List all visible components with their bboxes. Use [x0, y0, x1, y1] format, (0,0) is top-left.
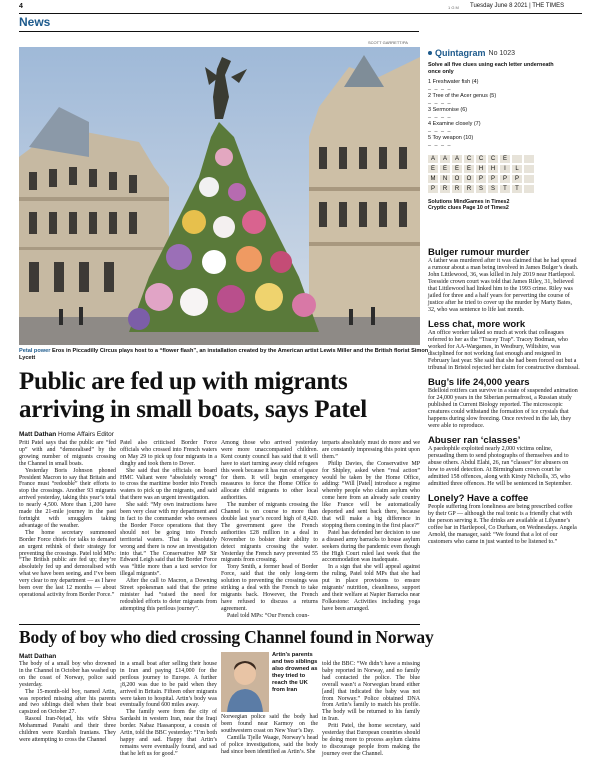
article-paragraph: Among those who arrived yesterday were more unaccompanied children. Kent county council has said that it will have to start turning away child refugees this week because it has run out of space for them. It will begin emergency measures to force the Home Office to allocate child migrants to other local authorities. [221, 440, 318, 502]
article-paragraph: Norwegian police said the body had been found near Karmoy on the southwestern coast on New Year’s Day. [221, 714, 318, 734]
second-column-4 [322, 661, 420, 758]
quintagram-clue [428, 107, 580, 119]
piccadilly-eros-photo [19, 47, 420, 345]
article-paragraph: Patel also criticised Border Force officials who crossed into French waters on May 29 to pick up four migrants in a dinghy and took them to Dover. [120, 440, 217, 467]
answer-blanks[interactable]: _ _ _ _ [428, 85, 452, 91]
letter-cell: I [500, 165, 510, 173]
article-paragraph: in a small boat after selling their house in Iran and paying £14,000 for the perilous journey to Europe. A further ¡8,200 was due to be paid when they arrived in Britain. Fifteen other migrants were taken to hospital. Artin’s body was eventually found 600 miles away. [120, 661, 217, 709]
second-byline: Matt Dathan [19, 653, 57, 660]
letter-cell: E [428, 165, 438, 173]
article-paragraph: The home secretary summoned Border Force chiefs for talks to demand an urgent rethink of their strategy for preventing the crossings. Patel told MPs: “The British public are fed up; they’re absolutely fed up and demoralised with what we have been seeing, and I’ve been very clear to my department — as I have been over the last 12 months — about operational activity from Border Force.” [19, 529, 116, 598]
quintagram-title: Quintagram [435, 48, 486, 58]
article-paragraph: terparts absolutely must do more and we are constantly impressing this point upon them.” [322, 440, 420, 460]
lead-column-3 [221, 440, 318, 620]
article-paragraph: She said that the officials on board HMC Valiant were “absolutely wrong” to cross the maritime border into French waters to pick up the migrants, and said that there was an urgent investigation. [120, 467, 217, 502]
letter-cell: R [464, 185, 474, 193]
letter-cell: L [512, 165, 522, 173]
lead-column-4 [322, 440, 420, 613]
letter-cell: R [440, 185, 450, 193]
clue-text: 2 Tree of the Acer genus (5) [428, 93, 497, 99]
lead-headline: Public are fed up with migrants arriving in small boats, says Patel [19, 368, 367, 423]
article-paragraph: Priti Patel, the home secretary, said yesterday that European countries should be doing more to process asylum claims to discourage people from making the journey over the Channel. [322, 723, 420, 757]
letter-cell: R [452, 185, 462, 193]
letter-cell: O [452, 175, 462, 183]
letter-cell: C [488, 155, 498, 163]
letter-cell: H [488, 165, 498, 173]
letter-cell: A [428, 155, 438, 163]
article-paragraph: The body of a small boy who drowned in the Channel in October has washed up on the coast of Norway, police said yesterday. [19, 661, 116, 688]
letter-cell: S [476, 185, 486, 193]
article-paragraph: In a sign that she will appeal against the ruling, Patel told MPs that she had put in place provisions to ensure migrants’ nutrition, cleanliness, support and their welfare at Napier Barracks near Folkestone: Activities including yoga have been arranged. [322, 564, 420, 612]
header-rule [19, 13, 582, 14]
brief-item [428, 377, 580, 430]
letter-cell [524, 185, 534, 193]
article-paragraph: Priti Patel says that the public are “fed up” with and “demoralised” by the growing number of migrants crossing the Channel in small boats. [19, 440, 116, 467]
letter-cell: P [500, 175, 510, 183]
article-paragraph: Yesterday Boris Johnson phoned President Macron to say that Britain and France must “redouble” their efforts to stop the crossings. Another 93 migrants arrived yesterday, taking this year’s total to nearly 4,500. More than 1,200 have made the 21-mile journey in the past fortnight with smugglers taking advantage of the weather. [19, 467, 116, 529]
letter-cell: P [512, 175, 522, 183]
small-code: 1 G M [448, 5, 459, 10]
answer-blanks[interactable]: _ _ _ _ [428, 113, 452, 119]
lead-column-1 [19, 440, 116, 599]
brief-text: A father was murdered after it was claimed that he had spread a rumour about a man being involved in James Bulger’s death. John Littlewood, 36, was killed in July 2019 near Hartlepool. Teesside crown court was told that James Riley, 31, believed that Littlewood had linked him to the 1993 crime. Riley was jailed for three and a half years for perverting the course of justice after he tried to cover up the murder by Marty Bates, 32, who was sentence to life last month. [428, 258, 579, 313]
article-paragraph: After the call to Macron, a Downing Street spokesman said that the prime minister had “raised the need for redoubled efforts to deter migrants from attempting this perilous journey”. [120, 578, 217, 612]
letter-cell: P [488, 175, 498, 183]
letter-cell: T [512, 185, 522, 193]
article-paragraph: Patel has defended her decision to use a disused army barracks to house asylum seekers during the pandemic even though the High Court ruled last week that the accommodation was inadequate. [322, 529, 420, 564]
brief-item [428, 319, 580, 372]
answer-blanks[interactable]: _ _ _ _ [428, 141, 452, 147]
byline-name: Matt Dathan [19, 431, 57, 438]
lead-byline [19, 431, 114, 438]
brief-text: An office worker talked so much at work that colleagues referred to her as the “Tracey Trap”. Tracey Bodman, who worked for AA-Wargames, in Westbury, Wiltshire, was disciplined for not working fast enough and resigned in February last year. She said that she had been forced out but a tribunal in Bristol rejected her claim for constructive dismissal. [428, 330, 580, 371]
second-headline: Body of boy who died crossing Channel found in Norway [19, 627, 434, 647]
answer-blanks[interactable]: _ _ _ _ [428, 127, 452, 133]
quintagram-clue [428, 135, 580, 147]
letter-cell [524, 175, 534, 183]
letter-cell: S [488, 185, 498, 193]
letter-cell: P [428, 185, 438, 193]
article-paragraph: The family were from the city of Sardasht in western Iran, near the Iraqi border. Nabaz Hassanpour, a cousin of Artin, told the BBC yesterday: “I’m both happy and sad. Happy that Artin’s remains were eventually found, and sad that he left us for good.” [120, 709, 217, 757]
caption-text: Eros in Piccadilly Circus plays host to a “flower flash”, an installation created by the American artist Lewis Miller and the British florist Simon Lycett [19, 348, 429, 361]
letter-cell: A [452, 155, 462, 163]
clue-text: 3 Sermonise (6) [428, 107, 468, 113]
article-paragraph: The 15-month-old boy, named Artin, was reported missing after his parents and two siblings died when their boat capsized on October 27. [19, 688, 116, 716]
news-in-brief-sidebar [428, 247, 580, 551]
letter-cell: O [464, 175, 474, 183]
article-paragraph: Tony Smith, a former head of Border Force, said that the only long-term solution to preventing the crossings was striking a deal with the French to take migrants back. However, the French have refused to discuss a returns agreement. [221, 564, 318, 612]
photo-caption [19, 348, 439, 362]
page-number: 4 [19, 3, 23, 10]
artin-photo [221, 652, 269, 712]
letter-cell: C [476, 155, 486, 163]
quintagram-panel [428, 48, 580, 242]
article-paragraph: The number of migrants crossing the Channel is on course to more than double last year’s record high of 8,420. The government gave the French authorities £28 million in a deal in November to bolster their ability to detect migrants crossing the water. Yesterday the French navy prevented 55 migrants from crossing. [221, 502, 318, 564]
second-story-rule [19, 624, 420, 625]
brief-item [428, 435, 580, 488]
quintagram-instructions: Solve all five clues using each letter underneath once only [428, 62, 554, 75]
clue-text: 5 Toy weapon (10) [428, 135, 474, 141]
article-paragraph: told the BBC: “We didn’t have a missing baby reported in Norway, and no family had contacted the police. The blue overall wasn’t a Norwegian brand either [and] that indicated the baby was not from Norway.” Police obtained DNA from Artin’s family to match his profile. The body will be returned to his family in Iran. [322, 661, 420, 723]
letter-cell: C [464, 155, 474, 163]
brief-text: A paedophile exploited nearly 2,000 victims online, persuading them to send photographs of themselves and to abuse others. Abdul Elahi, 26, ran “classes” for abusers on how to avoid detection. At Birmingham crown court he admitted 158 offences, along with Kirsty Nicholls, 35, who admitted three offences. He will be sentenced in September. [428, 446, 572, 487]
brief-heading: Bulger rumour murder [428, 247, 530, 258]
brief-heading: Abuser ran ‘classes’ [428, 435, 521, 446]
letter-cell: H [476, 165, 486, 173]
caption-lead: Petal power [19, 348, 51, 354]
photo-credit: SCOTT GARRETT/PA [368, 40, 408, 45]
letter-cell: A [440, 155, 450, 163]
letter-cell: T [500, 185, 510, 193]
letter-cell: N [440, 175, 450, 183]
brief-text: Bdelloid rotifers can survive in a state of suspended animation for 24,000 years in the Siberian permafrost, a Russian study published in Current Biology reported. The microscopic creatures could withstand the formation of ice crystals that happens during slow freezing. Once revived in the lab, they were able to reproduce. [428, 388, 578, 429]
letter-cell: E [464, 165, 474, 173]
quintagram-letter-grid [428, 155, 580, 193]
quintagram-clue [428, 93, 580, 105]
article-paragraph: Rasoul Iran-Nejad, his wife Shiva Mohammad Panahi and their three children were Kurdish Iranians. They were attempting to cross the Channel [19, 716, 116, 743]
quintagram-clues [428, 79, 580, 147]
article-paragraph: She said: “My own instructions have been very clear with my department and in fact to the commander who oversees the Border Force operations that they should not be going into French territorial waters. That is absolutely wrong and there is now an investigation into that.” The Conservative MP Sir Edward Leigh said that the Border Force was “little more than a taxi service for illegal migrants”. [120, 502, 217, 578]
second-column-2 [120, 661, 217, 758]
brief-text: People suffering from loneliness are being prescribed coffee by their GP — although the real tonic is a friendly chat with the person serving it. The drinks are available at Lilyanne’s coffee bar in Hartlepool, Co Durham, on Wednesdays. Angela Arnold, the manager, said: “We found that a lot of our customers who came in just wanted to be listened to.” [428, 504, 577, 545]
lead-column-2 [120, 440, 217, 613]
section-rule [19, 31, 419, 32]
artin-inset-caption: Artin’s parents and two siblings also drowned as they tried to reach the UK from Iran [272, 652, 318, 693]
letter-cell: E [452, 165, 462, 173]
clue-text: 1 Freshwater fish (4) [428, 79, 479, 85]
byline-role: Home Affairs Editor [58, 431, 114, 438]
section-label: News [19, 15, 51, 29]
letter-cell: E [440, 165, 450, 173]
quintagram-circle-icon [428, 51, 432, 55]
letter-cell: M [428, 175, 438, 183]
quintagram-solutions: Solutions MindGames in Times2 [428, 199, 510, 205]
quintagram-number: No 1023 [488, 49, 515, 57]
clue-text: 4 Examine closely (7) [428, 121, 481, 127]
brief-heading: Bug’s life 24,000 years [428, 377, 530, 388]
brief-heading: Lonely? Have a coffee [428, 493, 529, 504]
second-column-3 [221, 714, 318, 755]
letter-cell: P [476, 175, 486, 183]
second-column-1 [19, 661, 116, 744]
answer-blanks[interactable]: _ _ _ _ [428, 99, 452, 105]
article-paragraph: Camilla Tjelle Waage, Norway’s head of police investigations, said the body had since been identified as Artin’s. She [221, 734, 318, 755]
brief-heading: Less chat, more work [428, 319, 526, 330]
letter-cell [524, 165, 534, 173]
brief-item [428, 493, 580, 546]
article-paragraph: Philip Davies, the Conservative MP for Shipley, asked when “real action” would be taken by the Home Office, adding: “Will [Patel] introduce a regime whereby people who claim asylum who come here from an already safe country like France will be automatically deported and sent back there, because that will make a big difference in stopping them coming in the first place?” [322, 460, 420, 529]
date-and-paper: Tuesday June 8 2021 | THE TIMES [470, 3, 565, 9]
quintagram-cryptic: Cryptic clues Page 10 of Times2 [428, 205, 509, 211]
quintagram-clue [428, 79, 580, 91]
brief-item [428, 247, 580, 314]
letter-cell [512, 155, 522, 163]
main-photo [19, 47, 420, 345]
letter-cell [524, 155, 534, 163]
letter-cell: E [500, 155, 510, 163]
article-paragraph: Patel told MPs: “Our French coun- [227, 612, 310, 619]
quintagram-clue [428, 121, 580, 133]
